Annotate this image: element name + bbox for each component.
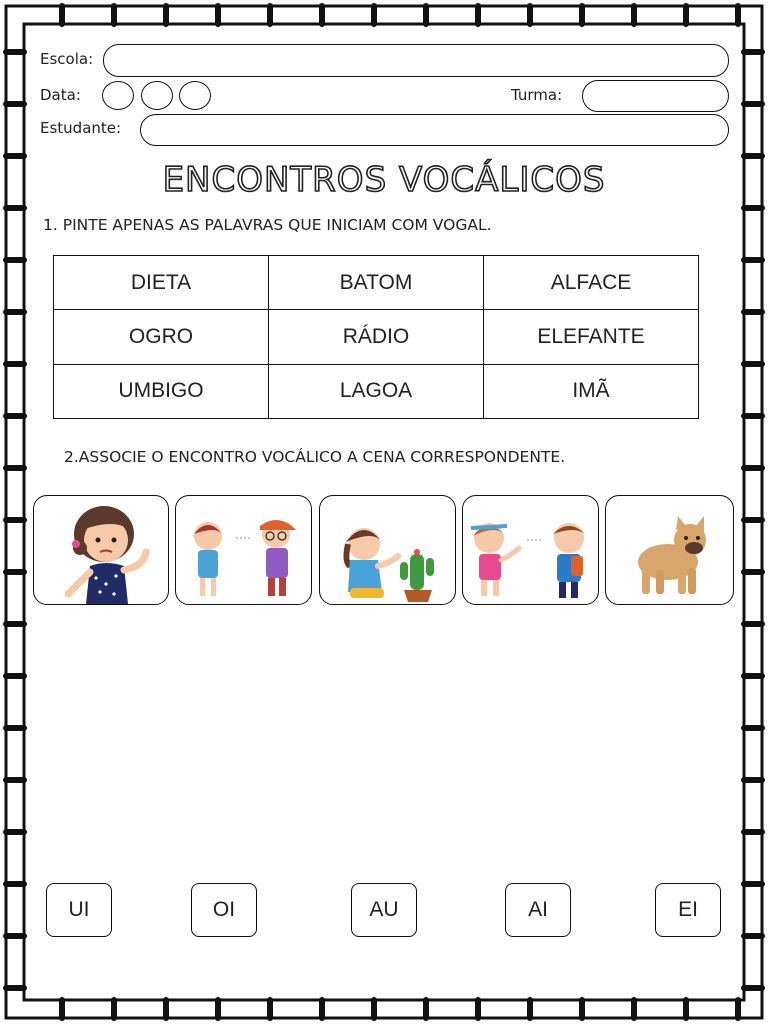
girl-hurt-by-cactus-illustration xyxy=(320,496,455,604)
answer-box-au[interactable]: AU xyxy=(351,883,417,937)
scene-card-dog[interactable] xyxy=(605,495,734,605)
children-talking-illustration xyxy=(176,496,311,604)
class-field[interactable] xyxy=(582,80,729,112)
scene-card-girl-thinking[interactable] xyxy=(33,495,169,605)
bulldog-illustration xyxy=(606,496,733,604)
words-table xyxy=(53,255,699,419)
table-row xyxy=(54,364,699,418)
word-cell[interactable]: UMBIGO xyxy=(54,364,269,418)
word-cell[interactable]: BATOM xyxy=(269,256,484,310)
scene-card-children-talking-1[interactable] xyxy=(175,495,312,605)
word-cell[interactable]: LAGOA xyxy=(269,364,484,418)
date-day-field[interactable] xyxy=(102,81,134,110)
school-label: Escola: xyxy=(40,50,94,68)
scene-card-children-talking-2[interactable] xyxy=(462,495,599,605)
word-cell[interactable]: ALFACE xyxy=(484,256,699,310)
student-label: Estudante: xyxy=(40,119,122,137)
scene-card-girl-and-cactus[interactable] xyxy=(319,495,456,605)
date-label: Data: xyxy=(40,86,81,104)
date-month-field[interactable] xyxy=(141,81,173,110)
girl-thinking-illustration xyxy=(34,496,168,604)
answer-box-ui[interactable]: UI xyxy=(46,883,112,937)
answer-box-ai[interactable]: AI xyxy=(505,883,571,937)
class-label: Turma: xyxy=(511,86,563,104)
word-cell[interactable]: OGRO xyxy=(54,310,269,364)
student-field[interactable] xyxy=(140,114,729,146)
table-row xyxy=(54,310,699,364)
answer-box-ei[interactable]: EI xyxy=(655,883,721,937)
date-year-field[interactable] xyxy=(179,81,211,110)
answer-box-oi[interactable]: OI xyxy=(191,883,257,937)
question-2: 2.ASSOCIE O ENCONTRO VOCÁLICO A CENA CORRESPONDENTE. xyxy=(64,448,566,466)
word-cell[interactable]: RÁDIO xyxy=(269,310,484,364)
word-cell[interactable]: IMÃ xyxy=(484,364,699,418)
table-row xyxy=(54,256,699,310)
children-greeting-illustration xyxy=(463,496,598,604)
word-cell[interactable]: ELEFANTE xyxy=(484,310,699,364)
word-cell[interactable]: DIETA xyxy=(54,256,269,310)
school-field[interactable] xyxy=(103,44,729,77)
question-1: 1. PINTE APENAS AS PALAVRAS QUE INICIAM COM VOGAL. xyxy=(43,216,492,234)
page-title: ENCONTROS VOCÁLICOS xyxy=(162,160,606,200)
